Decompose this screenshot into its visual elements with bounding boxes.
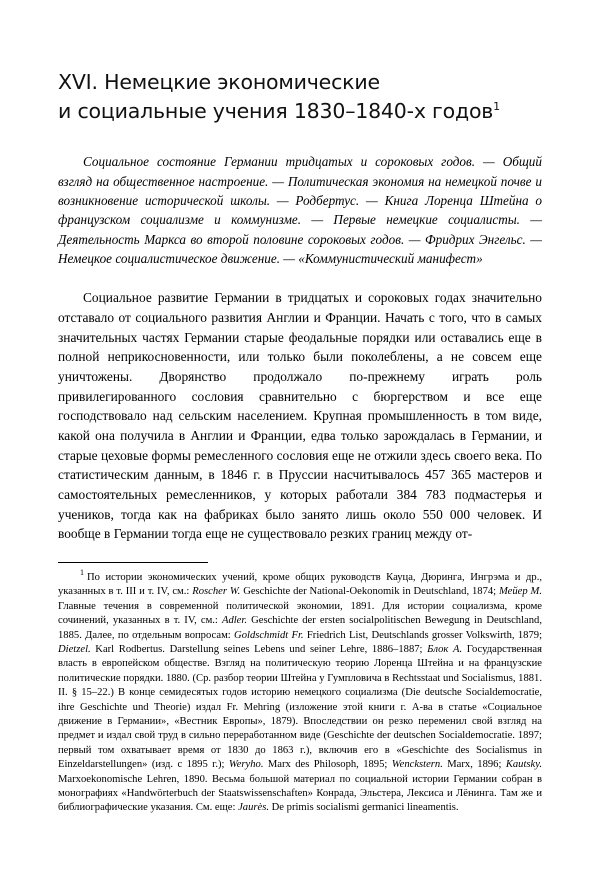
- page-title: [58, 68, 542, 126]
- page-title-line-2: [58, 97, 542, 126]
- chapter-abstract: Социальное состояние Германии тридцатых и сороковых годов. — Общий взгляд на общественное настроение. — Политическая экономия на немецкой почве и возникновение исторической школы. — Родбертус. — Книга Лоренца Штейна о французском социализме и коммунизме. — Первые немецкие социалисты. — Деятельность Маркса во второй половине сороковых годов. — Фридрих Энгельс. — Немецкое социалистическое движение. — «Коммунистический манифест»: [58, 154, 542, 266]
- footnote-number: 1: [80, 568, 84, 578]
- page-title-line-1: XVI. Немецкие экономические: [58, 70, 380, 94]
- title-footnote-marker: 1: [493, 100, 500, 114]
- footnote-1: [58, 568, 543, 816]
- footnote-text: По истории экономических учений, кроме общих руководств Кауца, Дюринга, Ингрэма и др., указанных в т. III и т. IV, см.: Roscher W. Geschichte der National-Oekonomik in Deutschland, 1874; Мейер М. Главные течения в современной политической экономии, 1891. Для истории социализма, кроме сочинений, указанных в т. IV, см.: Adler. Geschichte der ersten socialpolitischen Bewegung in Deutschland, 1885. Далее, по отдельным вопросам: Goldschmidt Fr. Friedrich List, Deutschlands grosser Volkswirth, 1879; Dietzel. Karl Rodbertus. Darstellung seines Lebens und seiner Lehre, 1886–1887; Блок А. Государственная власть в европейском обществе. Взгляд на политическую теорию Лоренца Штейна и на французские политические порядки. 1880. (Ср. разбор теории Штейна у Гумпловича в Rechtsstaat und Socialismus, 1881. II. § 15–22.) В конце семидесятых годов историю немецкого социализма (Die deutsche Socialdemocratie, ihre Geschichte und Theorie) издал Fr. Mehring (изложение этой книги г. А-ва в статье «Социальное движение в Германии», «Вестник Европы», 1879). Впоследствии он резко переменил свой взгляд на предмет и издал свой труд в сильно переработанном виде (Geschichte der deutschen Socialdemocratie. 1897; первый том охватывает время от 1830 до 1863 г.), включив его в «Geschichte des Socialismus in Einzeldarstellungen» (изд. с 1895 г.); Weryho. Marx des Philosoph, 1895; Wenckstern. Marx, 1896; Kautsky. Marxоekonomische Lehren, 1890. Весьма большой материал по социальной истории Германии собран в монографиях «Handwörterbuch der Staatswissenschaften» Конрада, Эльстера, Лексиса и Лёнинга. Там же и библиографические указания. См. еще: Jaurès. De primis socialismi germanici lineamentis.: [58, 571, 543, 814]
- body-paragraph: Социальное развитие Германии в тридцатых и сороковых годах значительно отставало от социального развития Англии и Франции. Начать с того, что в самых значительных частях Германии старые феодальные порядки или оставались еще в полной неприкосновенности, или только были поколеблены, а не совсем еще уничтожены. Дворянство продолжало по-прежнему играть роль привилегированного сословия сравнительно с бюргерством и все еще господствовало над сельским населением. Крупная промышленность в том виде, какой она получила в Англии и Франции, едва только зарождалась в Германии, и старые цеховые формы ремесленного сословия еще не отжили здесь своего века. По статистическим данным, в 1846 г. в Пруссии насчитывалось 457 365 мастеров и самостоятельных ремесленников, у которых работали 384 783 подмастерья и учеников, тогда как на фабриках было занято лишь около 550 000 человек. И вообще в Германии тогда еще не существовало резких границ между от-: [58, 290, 542, 542]
- footnote-separator: [58, 562, 208, 563]
- page-title-line-2-text: и социальные учения 1830–1840-х годов: [58, 99, 494, 124]
